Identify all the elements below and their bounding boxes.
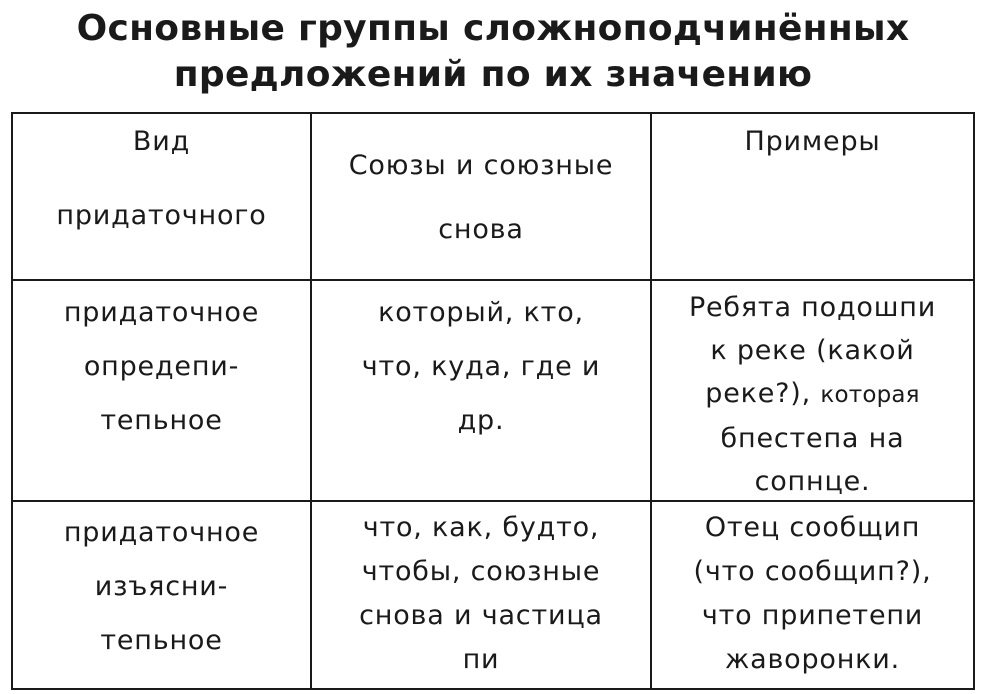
row-2-examples-line: Отец сообщип (704, 512, 921, 543)
row-2-kind-line: тепьное (100, 625, 223, 656)
title-line-2: предложений по их значению (173, 54, 813, 95)
row-1-examples-line: сопнце. (754, 466, 871, 497)
row-1-examples-line: к реке (какой (710, 335, 915, 366)
header-kind-line: Вид (132, 126, 191, 157)
page-title (0, 6, 986, 98)
row-divider (13, 279, 973, 281)
row-2-conjunctions (312, 506, 650, 682)
row-2-examples-line: (что сообщип?), (693, 556, 932, 587)
row-1-conjunctions-line: др. (457, 405, 505, 436)
row-1-examples-line (652, 372, 973, 417)
row-1-examples (652, 286, 973, 503)
header-conjunctions-line: снова (438, 214, 524, 245)
row-2-conjunctions-line: снова и частица (359, 600, 603, 631)
row-1-conjunctions-line: что, куда, где и (361, 351, 601, 382)
header-conjunctions (312, 134, 650, 262)
header-kind-line: придаточного (56, 200, 267, 231)
row-2-kind-line: изъясни- (94, 571, 229, 602)
header-conjunctions-line: Союзы и союзные (348, 150, 614, 181)
header-examples-line: Примеры (744, 126, 881, 157)
header-examples (652, 120, 973, 164)
row-1-conjunctions-line: который, кто, (378, 297, 584, 328)
row-1-kind-line: тепьное (100, 405, 223, 436)
row-1-kind-line: опредепи- (83, 351, 240, 382)
row-2-conjunctions-line: пи (462, 644, 500, 675)
row-1-examples-line: бпестепа на (720, 423, 905, 454)
row-2-kind-line: придаточное (63, 517, 260, 548)
row-2-conjunctions-line: чтобы, союзные (361, 556, 601, 587)
row-1-kind-line: придаточное (63, 297, 260, 328)
header-kind (13, 120, 310, 238)
row-2-conjunctions-line: что, как, будто, (362, 512, 600, 543)
row-1-examples-fragment: реке?), (705, 378, 811, 409)
row-1-examples-line: Ребята подошпи (688, 292, 937, 323)
row-1-kind (13, 286, 310, 448)
row-2-examples-line: что припетепи (701, 600, 924, 631)
row-1-conjunctions (312, 286, 650, 448)
row-1-examples-fragment-small: которая (820, 382, 920, 408)
clauses-table (11, 112, 975, 690)
row-2-examples (652, 506, 973, 682)
row-2-kind (13, 506, 310, 668)
title-line-1: Основные группы сложноподчинённых (76, 8, 910, 49)
row-2-examples-line: жаворонки. (724, 644, 901, 675)
